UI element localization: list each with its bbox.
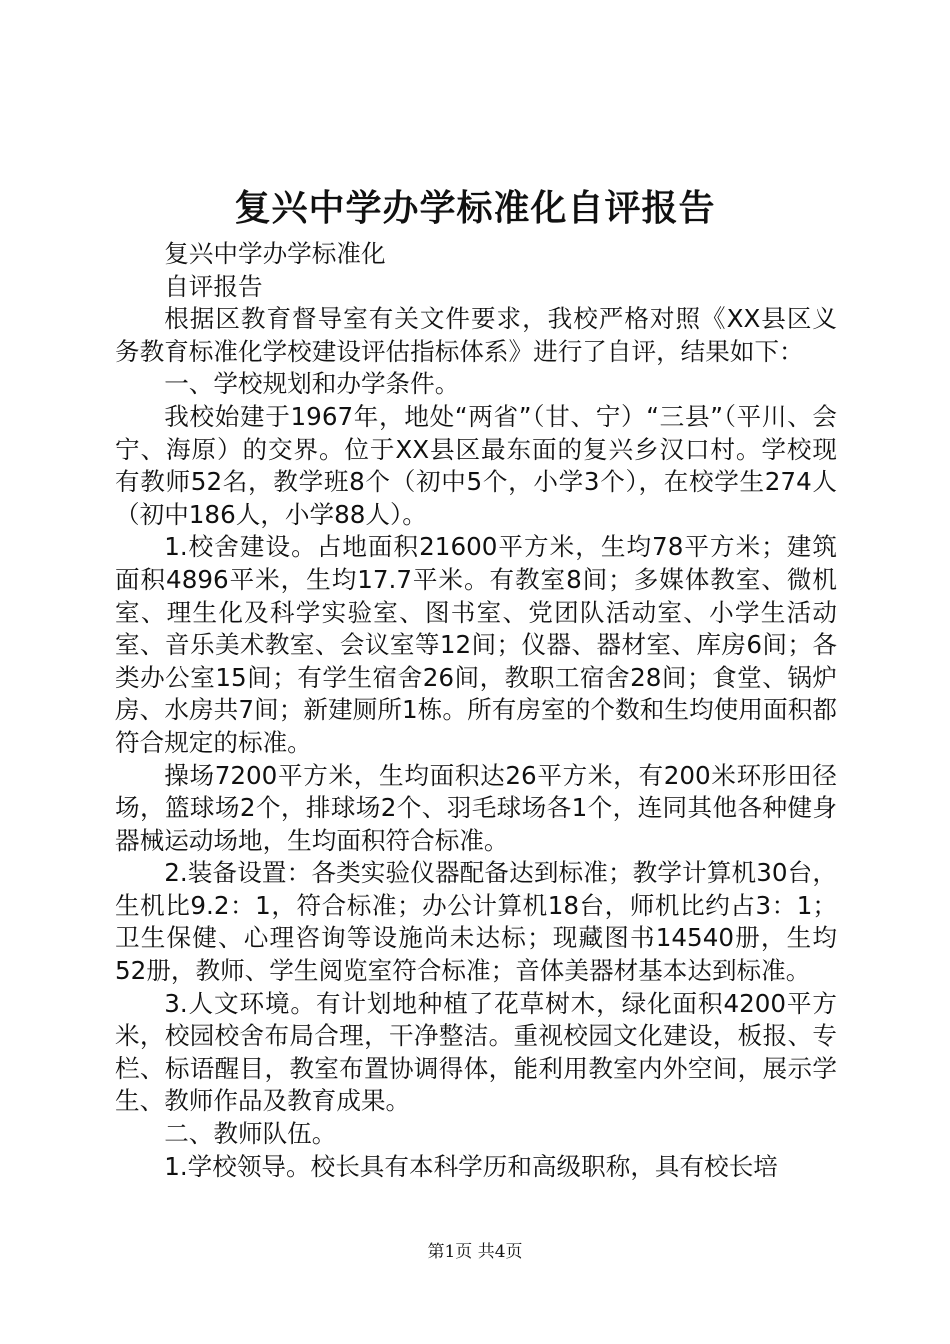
document-body [115,238,837,1183]
paragraph-subtitle-1: 复兴中学办学标准化 [164,239,386,268]
paragraph-school-overview: 我校始建于1967年，地处“两省”（甘、宁）“三县”（平川、会宁、海原）的交界。位于XX县区最东面的复兴乡汉口村。学校现有教师52名，教学班8个（初中5个，小学3个），在校学生274人（初中186人，小学88人）。 [115,401,837,529]
section-heading-teachers: 二、教师队伍。 [164,1119,337,1149]
paragraph-playground: 操场7200平方米，生均面积达26平方米，有200米环形田径场，篮球场2个，排球场2个、羽毛球场各1个，连同其他各种健身器械运动场地，生均面积符合标准。 [115,760,837,855]
paragraph-intro: 根据区教育督导室有关文件要求，我校严格对照《XX县区义务教育标准化学校建设评估指标体系》进行了自评，结果如下： [115,304,837,366]
paragraph-leadership: 1.学校领导。校长具有本科学历和高级职称，具有校长培 [164,1151,778,1181]
paragraph-equipment: 2.装备设置：各类实验仪器配备达到标准；教学计算机30台，生机比9.2：1，符合标准；办公计算机18台，师机比约占3：1；卫生保健、心理咨询等设施尚未达标；现藏图书14540册，生均52册，教师、学生阅览室符合标准；音体美器材基本达到标准。 [115,858,837,986]
document-title: 复兴中学办学标准化自评报告 [234,187,716,229]
section-heading-planning: 一、学校规划和办学条件。 [164,369,460,399]
paragraph-subtitle-2: 自评报告 [164,271,263,301]
page-number-footer: 第1页 共4页 [427,1242,523,1262]
paragraph-buildings: 1.校舍建设。占地面积21600平方米，生均78平方米；建筑面积4896平米，生均17.7平米。有教室8间；多媒体教室、微机室、理生化及科学实验室、图书室、党团队活动室、小学生活动室、音乐美术教室、会议室等12间；仪器、器材室、库房6间；各类办公室15间；有学生宿舍26间，教职工宿舍28间；食堂、锅炉房、水房共7间；新建厕所1栋。所有房室的个数和生均使用面积都符合规定的标准。 [115,532,837,757]
paragraph-environment: 3.人文环境。有计划地种植了花草树木，绿化面积4200平方米，校园校舍布局合理，干净整洁。重视校园文化建设，板报、专栏、标语醒目，教室布置协调得体，能利用教室内外空间，展示学生、教师作品及教育成果。 [115,988,837,1116]
